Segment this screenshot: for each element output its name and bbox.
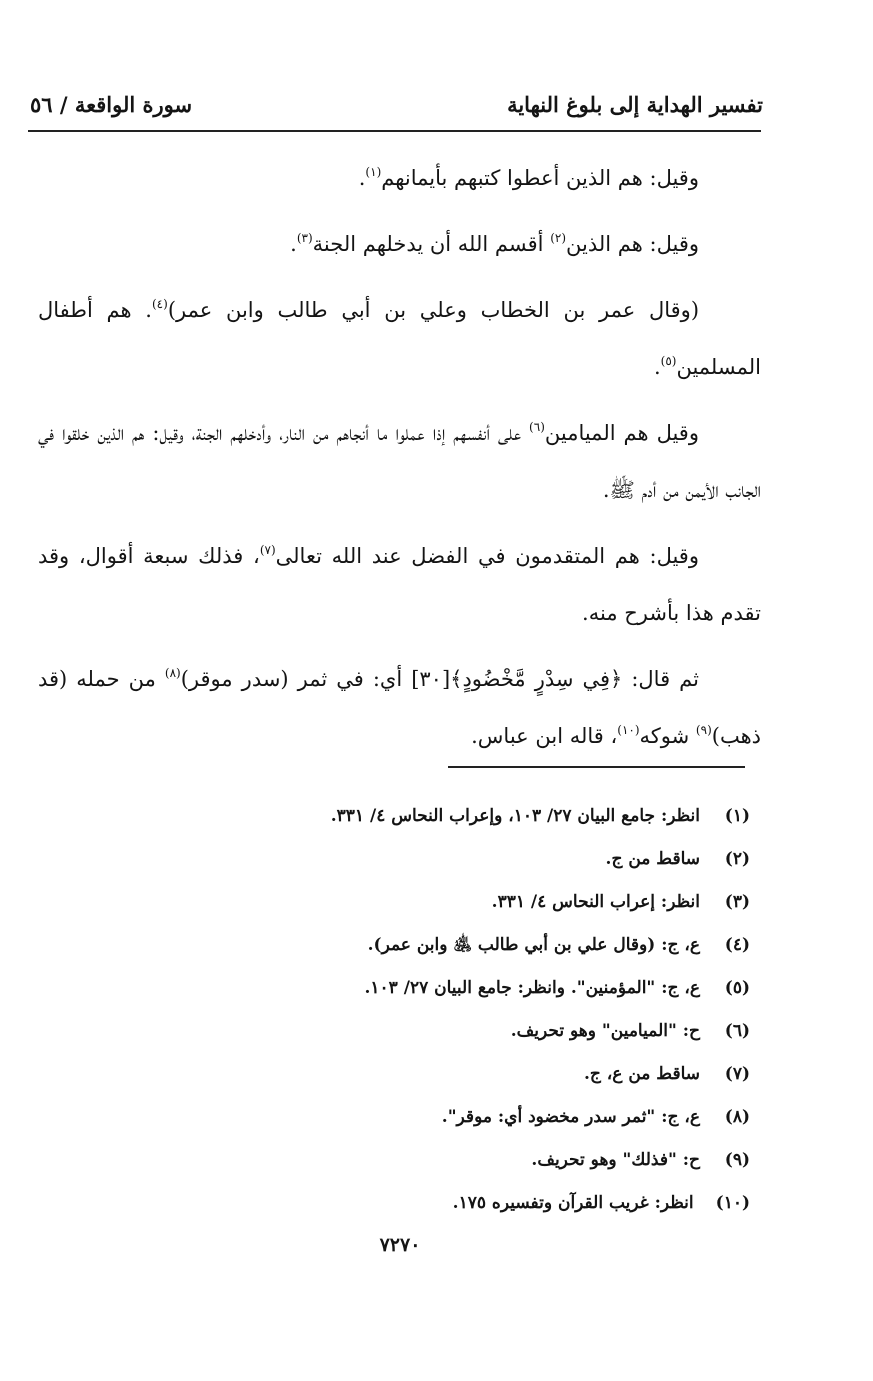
footnote-text: ع، ج: "المؤمنين". وانظر: جامع البيان ٢٧/ ١٠٣. xyxy=(364,978,700,998)
footnote-text: ح: "الميامين" وهو تحريف. xyxy=(510,1021,700,1041)
footnote-item xyxy=(40,924,750,967)
footnote-item xyxy=(40,967,750,1010)
footnotes-section xyxy=(40,795,750,1225)
footnote-text: ساقط من ع، ج. xyxy=(583,1064,700,1084)
footnote-text: ح: "فذلك" وهو تحريف. xyxy=(531,1150,700,1170)
footnote-divider xyxy=(448,766,745,768)
footnote-item xyxy=(40,1139,750,1182)
footnote-marker: (٧) xyxy=(259,543,276,557)
footnote-number: (٦) xyxy=(724,1021,750,1041)
footnote-marker: (٨) xyxy=(164,666,181,680)
paragraph-3: (وقال عمر بن الخطاب وعلي بن أبي طالب وابن عمر)$^{(٤)}$. هم أطفال المسلمين$^{(٥)}$. xyxy=(38,297,761,379)
footnote-marker: (١٠) xyxy=(617,723,640,737)
footnote-marker: (٢) xyxy=(550,231,567,245)
footnote-item xyxy=(40,838,750,881)
footnote-number: (٥) xyxy=(724,978,750,998)
footnote-number: (١) xyxy=(724,806,750,826)
book-title: تفسير الهداية إلى بلوغ النهاية xyxy=(507,92,763,117)
footnote-item xyxy=(40,1053,750,1096)
surah-reference: سورة الواقعة / ٥٦ xyxy=(30,92,193,117)
footnote-number: (١٠) xyxy=(715,1193,750,1213)
footnote-text: ع، ج: "ثمر سدر مخضود أي: موقر". xyxy=(441,1107,700,1127)
footnote-item xyxy=(40,795,750,838)
footnote-number: (٤) xyxy=(724,935,750,955)
footnote-text: انظر: غريب القرآن وتفسيره ١٧٥. xyxy=(452,1193,694,1213)
footnote-item xyxy=(40,1182,750,1225)
header-divider xyxy=(28,130,761,132)
footnote-text: ساقط من ج. xyxy=(605,849,700,869)
footnote-marker: (٣) xyxy=(296,231,313,245)
footnote-text: انظر: إعراب النحاس ٤/ ٣٣١. xyxy=(491,892,700,912)
footnote-number: (٧) xyxy=(724,1064,750,1084)
paragraph-1: وقيل: هم الذين أعطوا كتبهم بأيمانهم$^{(١)}$. xyxy=(358,165,699,190)
paragraph-5: وقيل: هم المتقدمون في الفضل عند الله تعالى$^{(٧)}$، فذلك سبعة أقوال، وقد تقدم هذا بأشرح منه. xyxy=(38,543,761,625)
footnote-marker: (٥) xyxy=(660,354,677,368)
footnote-item xyxy=(40,881,750,924)
paragraph-6: ثم قال: ﴿فِي سِدْرٍ مَّخْضُودٍ﴾[٣٠] أي: في ثمر (سدر موقر)$^{(٨)}$ من حمله (قد ذهب)$^{(٩)}$ شوكه$^{(١٠)}$، قاله ابن عباس. xyxy=(38,666,761,748)
footnote-marker: (٩) xyxy=(695,723,712,737)
footnote-number: (٢) xyxy=(724,849,750,869)
footnote-marker: (٦) xyxy=(529,420,545,434)
footnote-number: (٩) xyxy=(724,1150,750,1170)
footnote-marker: (٤) xyxy=(151,297,168,311)
running-header xyxy=(30,92,763,117)
main-text xyxy=(38,150,761,765)
footnote-text: انظر: جامع البيان ٢٧/ ١٠٣، وإعراب النحاس ٤/ ٣٣١. xyxy=(330,806,700,826)
footnote-item xyxy=(40,1010,750,1053)
paragraph-2: وقيل: هم الذين$^{(٢)}$ أقسم الله أن يدخلهم الجنة$^{(٣)}$. xyxy=(290,231,699,256)
footnote-number: (٣) xyxy=(724,892,750,912)
footnote-item xyxy=(40,1096,750,1139)
paragraph-4: وقيل هم الميامين$^{(٦)}$ على أنفسهم إذا عملوا ما أنجاهم من النار، وأدخلهم الجنة، وقيل: هم الذين خلقوا في الجانب الأيمن من أدم ﷺ. xyxy=(38,420,761,502)
footnote-number: (٨) xyxy=(724,1107,750,1127)
footnote-marker: (١) xyxy=(365,165,382,179)
page-number: ٧٢٧٠ xyxy=(379,1234,421,1256)
footnote-text: ع، ج: (وقال علي بن أبي طالب ﵁ وابن عمر). xyxy=(367,935,700,955)
